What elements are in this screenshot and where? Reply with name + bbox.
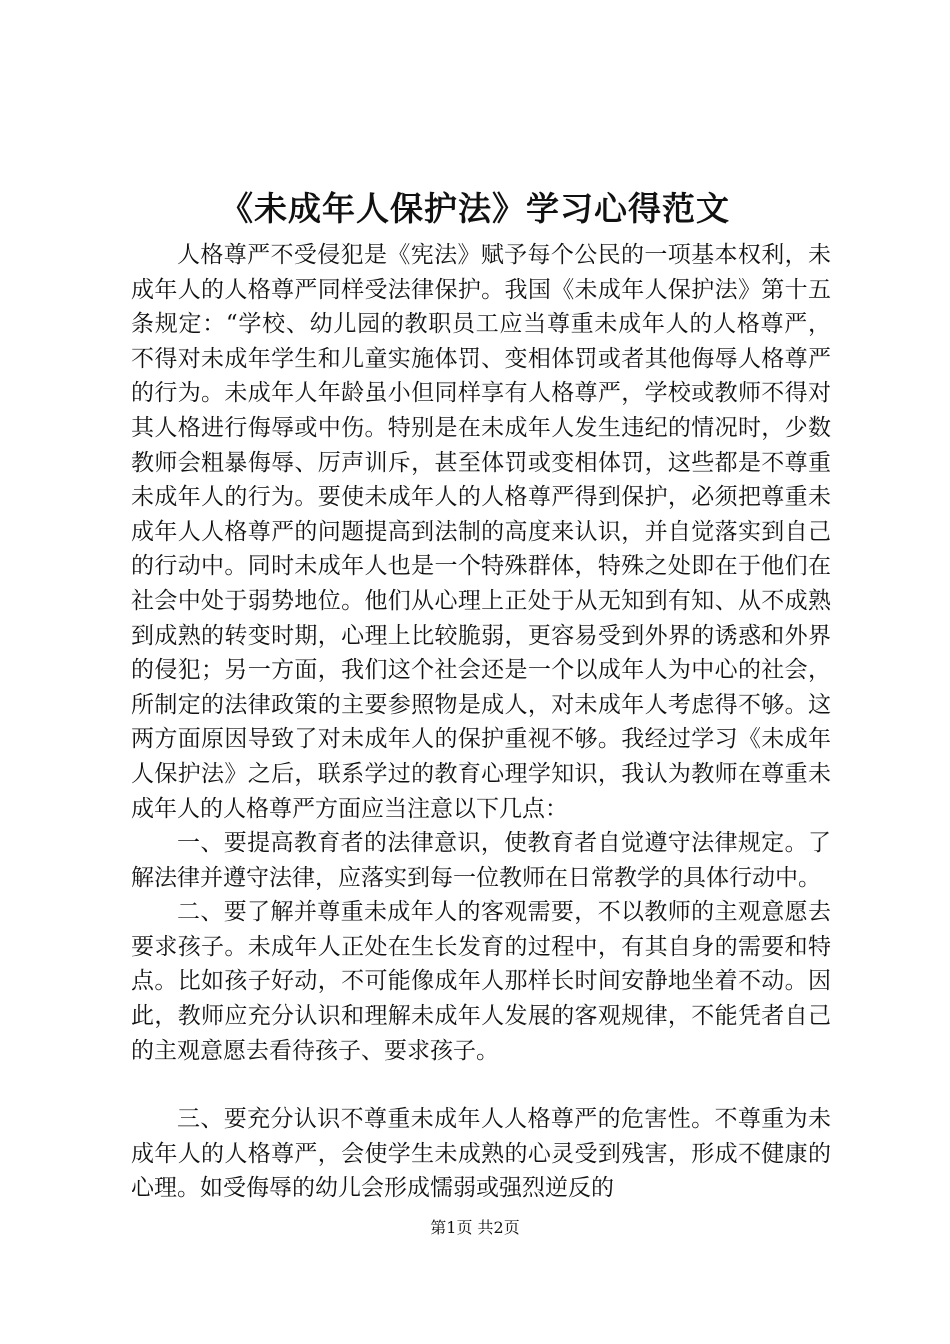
document-title: 《未成年人保护法》学习心得范文: [220, 189, 730, 228]
document-body: [131, 238, 831, 1206]
paragraph-intro: 人格尊严不受侵犯是《宪法》赋予每个公民的一项基本权利，未成年人的人格尊严同样受法律保护。我国《未成年人保护法》第十五条规定：“学校、幼儿园的教职员工应当尊重未成年人的人格尊严，不得对未成年学生和儿童实施体罚、变相体罚或者其他侮辱人格尊严的行为。未成年人年龄虽小但同样享有人格尊严，学校或教师不得对其人格进行侮辱或中伤。特别是在未成年人发生违纪的情况时，少数教师会粗暴侮辱、厉声训斥，甚至体罚或变相体罚，这些都是不尊重未成年人的行为。要使未成年人的人格尊严得到保护，必须把尊重未成年人人格尊严的问题提高到法制的高度来认识，并自觉落实到自己的行动中。同时未成年人也是一个特殊群体，特殊之处即在于他们在社会中处于弱势地位。他们从心理上正处于从无知到有知、从不成熟到成熟的转变时期，心理上比较脆弱，更容易受到外界的诱惑和外界的侵犯；另一方面，我们这个社会还是一个以成年人为中心的社会，所制定的法律政策的主要参照物是成人，对未成年人考虑得不够。这两方面原因导致了对未成年人的保护重视不够。我经过学习《未成年人保护法》之后，联系学过的教育心理学知识，我认为教师在尊重未成年人的人格尊严方面应当注意以下几点：: [131, 242, 831, 822]
paragraph-point-3: 三、要充分认识不尊重未成年人人格尊严的危害性。不尊重为未成年人的人格尊严，会使学生未成熟的心灵受到残害，形成不健康的心理。如受侮辱的幼儿会形成懦弱或强烈逆反的: [131, 1106, 831, 1202]
paragraph-point-2: 二、要了解并尊重未成年人的客观需要，不以教师的主观意愿去要求孩子。未成年人正处在生长发育的过程中，有其自身的需要和特点。比如孩子好动，不可能像成年人那样长时间安静地坐着不动。因此，教师应充分认识和理解未成年人发展的客观规律，不能凭者自己的主观意愿去看待孩子、要求孩子。: [131, 899, 831, 1064]
page-number-footer: 第1页 共2页: [430, 1218, 520, 1237]
paragraph-point-1: 一、要提高教育者的法律意识，使教育者自觉遵守法律规定。了解法律并遵守法律，应落实到每一位教师在日常教学的具体行动中。: [131, 830, 831, 891]
